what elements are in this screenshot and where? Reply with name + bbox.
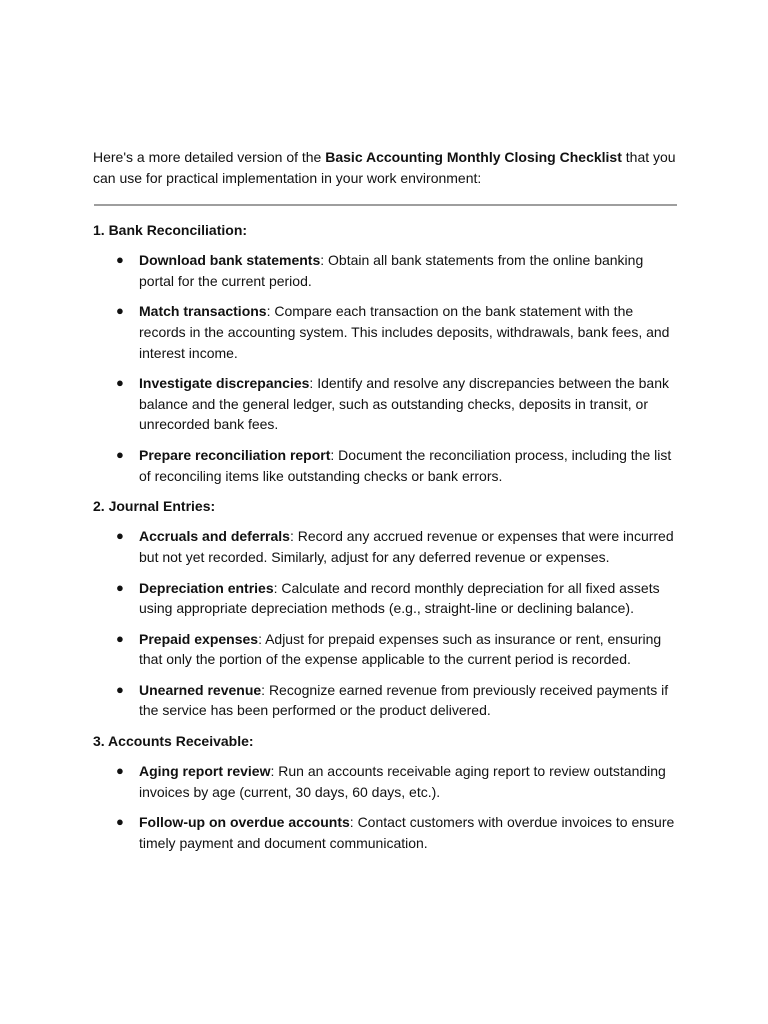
list-item bbox=[93, 761, 678, 802]
item-term: Depreciation entries bbox=[139, 579, 274, 596]
intro-suffix: that you can use for practical implementation in your work environment: bbox=[93, 149, 676, 186]
item-term: Aging report review bbox=[139, 763, 271, 780]
item-text: : Compare each transaction on the bank statement with the records in the accounting system. This includes deposits, withdrawals, bank fees, and interest income. bbox=[139, 303, 670, 361]
section-bank-reconciliation bbox=[93, 220, 678, 486]
bullet-icon: ● bbox=[116, 447, 124, 463]
item-text: : Document the reconciliation process, including the list of reconciling items like outstanding checks or bank errors. bbox=[139, 447, 672, 484]
bullet-icon: ● bbox=[116, 303, 124, 319]
item-text: : Adjust for prepaid expenses such as insurance or rent, ensuring that only the portion of the expense applicable to the current period is recorded. bbox=[139, 630, 662, 668]
item-text: : Obtain all bank statements from the online banking portal for the current period. bbox=[139, 252, 644, 289]
list-item bbox=[93, 445, 678, 486]
bullet-icon: ● bbox=[116, 681, 124, 697]
checklist-list bbox=[93, 250, 678, 486]
bullet-icon: ● bbox=[116, 763, 124, 779]
item-term: Prepare reconciliation report bbox=[139, 447, 331, 464]
item-text: : Recognize earned revenue from previously received payments if the service has been performed or the product delivered. bbox=[139, 681, 669, 719]
item-term: Prepaid expenses bbox=[139, 630, 259, 647]
list-item bbox=[93, 301, 678, 363]
section-journal-entries bbox=[93, 496, 678, 721]
section-heading: 1. Bank Reconciliation: bbox=[93, 222, 248, 239]
item-term: Investigate discrepancies bbox=[139, 375, 310, 392]
bullet-icon: ● bbox=[116, 375, 124, 391]
document-page bbox=[93, 147, 678, 864]
item-text: : Contact customers with overdue invoices to ensure timely payment and document communication. bbox=[139, 814, 675, 851]
intro-paragraph bbox=[93, 147, 678, 188]
intro-prefix: Here's a more detailed version of the bbox=[93, 149, 326, 165]
checklist-list bbox=[93, 526, 678, 721]
bullet-icon: ● bbox=[116, 528, 124, 544]
item-term: Download bank statements bbox=[139, 252, 321, 269]
bullet-icon: ● bbox=[116, 630, 124, 646]
horizontal-divider bbox=[94, 204, 677, 206]
item-term: Accruals and deferrals bbox=[139, 528, 290, 545]
list-item bbox=[93, 578, 678, 619]
item-term: Match transactions bbox=[139, 303, 267, 320]
section-heading: 3. Accounts Receivable: bbox=[93, 733, 254, 750]
list-item bbox=[93, 373, 678, 435]
list-item bbox=[93, 526, 678, 567]
item-term: Follow-up on overdue accounts bbox=[139, 814, 350, 831]
item-text: : Calculate and record monthly depreciation for all fixed assets using appropriate depreciation methods (e.g., straight-line or declining balance). bbox=[139, 579, 660, 617]
bullet-icon: ● bbox=[116, 252, 124, 268]
list-item bbox=[93, 680, 678, 721]
checklist-title: Basic Accounting Monthly Closing Checklist bbox=[325, 149, 622, 165]
list-item bbox=[93, 629, 678, 670]
item-term: Unearned revenue bbox=[139, 681, 262, 698]
item-text: : Identify and resolve any discrepancies between the bank balance and the general ledger, such as outstanding checks, deposits in transit, or unrecorded bank fees. bbox=[139, 375, 669, 433]
section-accounts-receivable bbox=[93, 731, 678, 853]
checklist-list bbox=[93, 761, 678, 853]
list-item bbox=[93, 250, 678, 291]
bullet-icon: ● bbox=[116, 814, 124, 830]
list-item bbox=[93, 812, 678, 853]
bullet-icon: ● bbox=[116, 579, 124, 595]
section-heading: 2. Journal Entries: bbox=[93, 498, 216, 515]
item-text: : Run an accounts receivable aging report to review outstanding invoices by age (current, 30 days, 60 days, etc.). bbox=[139, 763, 666, 800]
item-text: : Record any accrued revenue or expenses that were incurred but not yet recorded. Similarly, adjust for any deferred revenue or expenses. bbox=[139, 528, 674, 565]
